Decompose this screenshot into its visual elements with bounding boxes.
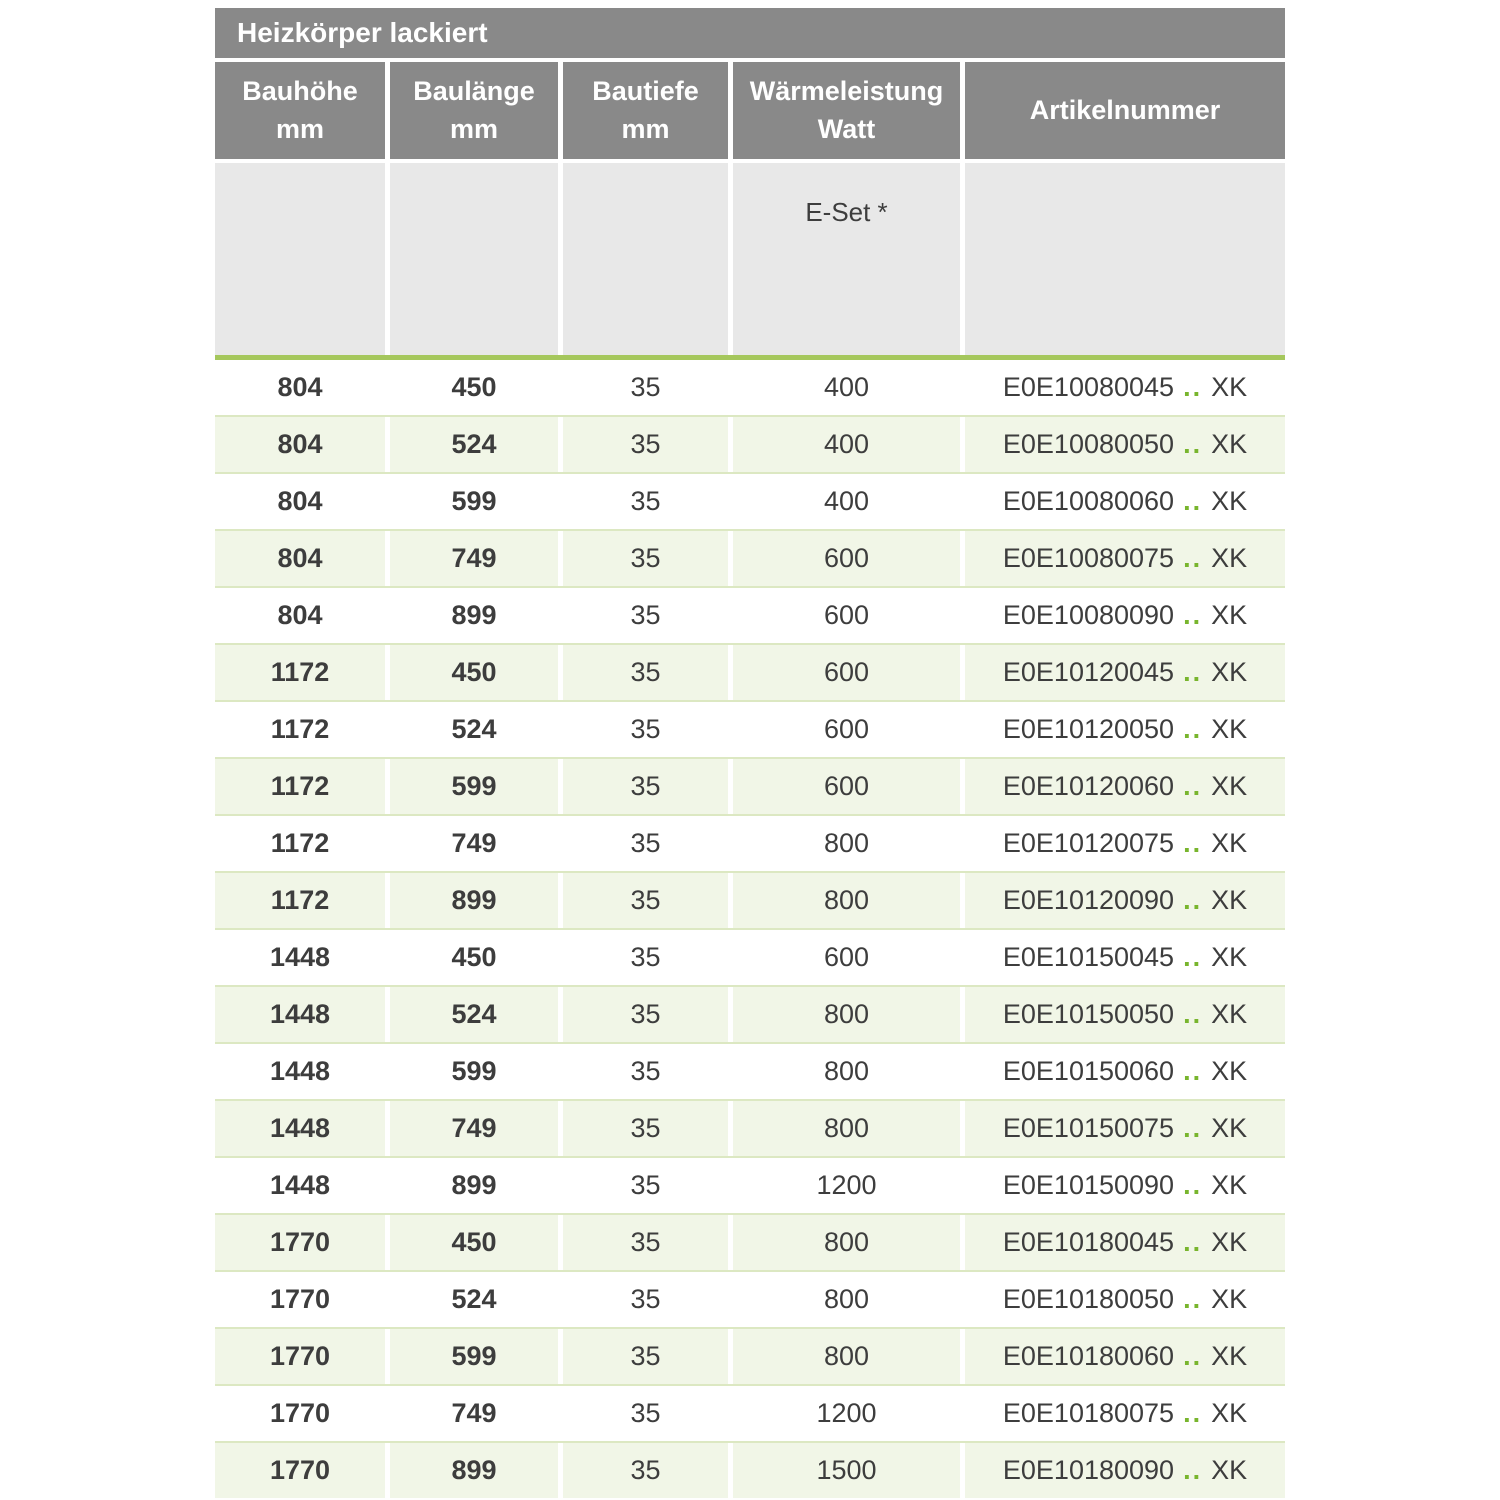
artikelnummer [1003,1056,1247,1087]
artikel-suffix: XK [1211,771,1248,801]
table-row [215,586,1285,643]
artikel-dots: .. [1183,714,1203,744]
artikelnummer [1003,828,1247,859]
cell-bautiefe: 35 [563,759,728,814]
cell-bauhoehe: 1448 [215,1158,385,1213]
cell-bauhoehe: 1770 [215,1443,385,1498]
cell-bautiefe: 35 [563,474,728,529]
cell-baulaenge: 899 [390,588,558,643]
cell-baulaenge: 749 [390,1101,558,1156]
cell-bautiefe: 35 [563,588,728,643]
artikel-suffix: XK [1211,1056,1248,1086]
cell-watt: 1200 [733,1386,960,1441]
artikel-suffix: XK [1211,1170,1248,1200]
cell-bauhoehe: 804 [215,360,385,415]
cell-bauhoehe: 1448 [215,1044,385,1099]
cell-bauhoehe: 1448 [215,930,385,985]
artikel-suffix: XK [1211,486,1248,516]
table-row [215,757,1285,814]
artikel-dots: .. [1183,1227,1203,1257]
artikel-prefix: E0E10080060 [1002,486,1175,516]
table-row [215,1099,1285,1156]
cell-artikelnummer [965,645,1285,700]
column-header-baulaenge [390,62,558,159]
cell-bautiefe: 35 [563,1158,728,1213]
eset-label: E-Set * [805,197,888,227]
column-header-bauhoehe [215,62,385,159]
cell-watt: 600 [733,645,960,700]
cell-baulaenge: 749 [390,531,558,586]
cell-watt: 1500 [733,1443,960,1498]
cell-baulaenge: 524 [390,702,558,757]
cell-bautiefe: 35 [563,873,728,928]
artikel-suffix: XK [1211,999,1248,1029]
cell-artikelnummer [965,816,1285,871]
cell-baulaenge: 749 [390,816,558,871]
cell-watt: 800 [733,816,960,871]
cell-watt: 800 [733,1329,960,1384]
cell-watt: 600 [733,759,960,814]
cell-baulaenge: 450 [390,930,558,985]
cell-bauhoehe: 1770 [215,1386,385,1441]
artikel-prefix: E0E10180075 [1002,1398,1175,1428]
artikel-prefix: E0E10080090 [1002,600,1175,630]
table-row [215,415,1285,472]
artikel-dots: .. [1183,942,1203,972]
artikel-dots: .. [1183,1398,1203,1428]
cell-bautiefe: 35 [563,1101,728,1156]
column-header-artikelnummer [965,62,1285,159]
cell-bautiefe: 35 [563,1329,728,1384]
cell-watt: 800 [733,873,960,928]
artikel-prefix: E0E10120050 [1002,714,1175,744]
artikel-dots: .. [1183,429,1203,459]
table-title: Heizkörper lackiert [237,17,488,48]
cell-baulaenge: 599 [390,474,558,529]
cell-bauhoehe: 1172 [215,873,385,928]
column-header-unit: Watt [817,113,876,144]
artikel-suffix: XK [1211,942,1248,972]
artikel-suffix: XK [1211,1398,1248,1428]
cell-baulaenge: 899 [390,1443,558,1498]
artikel-dots: .. [1183,1170,1203,1200]
cell-artikelnummer [965,873,1285,928]
cell-artikelnummer [965,1272,1285,1327]
artikel-dots: .. [1183,1284,1203,1314]
subheader-cell-artikelnummer [965,163,1285,355]
artikel-prefix: E0E10150060 [1002,1056,1175,1086]
artikelnummer [1003,600,1247,631]
cell-baulaenge: 599 [390,1044,558,1099]
artikel-prefix: E0E10150075 [1002,1113,1175,1143]
artikel-suffix: XK [1211,1341,1248,1371]
cell-watt: 600 [733,588,960,643]
artikel-prefix: E0E10080075 [1002,543,1175,573]
artikel-suffix: XK [1211,600,1248,630]
column-header-unit: mm [275,113,324,144]
cell-bautiefe: 35 [563,417,728,472]
cell-bauhoehe: 804 [215,417,385,472]
column-header-label: Baulänge [413,75,535,106]
cell-baulaenge: 524 [390,417,558,472]
cell-bauhoehe: 804 [215,531,385,586]
column-header-bautiefe [563,62,728,159]
artikel-prefix: E0E10080045 [1002,372,1175,402]
cell-bauhoehe: 1770 [215,1329,385,1384]
cell-artikelnummer [965,1329,1285,1384]
cell-artikelnummer [965,1443,1285,1498]
artikelnummer [1003,1398,1247,1429]
cell-baulaenge: 599 [390,759,558,814]
subheader-row [215,163,1285,355]
cell-bauhoehe: 1172 [215,645,385,700]
table-row [215,928,1285,985]
table-title-bar [215,8,1285,58]
cell-watt: 400 [733,417,960,472]
artikelnummer [1003,1227,1247,1258]
cell-bautiefe: 35 [563,702,728,757]
cell-bautiefe: 35 [563,987,728,1042]
cell-artikelnummer [965,1386,1285,1441]
artikel-prefix: E0E10180090 [1002,1455,1175,1485]
cell-artikelnummer [965,1215,1285,1270]
artikel-dots: .. [1183,999,1203,1029]
cell-bautiefe: 35 [563,816,728,871]
cell-baulaenge: 450 [390,360,558,415]
cell-watt: 600 [733,930,960,985]
artikel-suffix: XK [1211,1455,1248,1485]
artikel-dots: .. [1183,771,1203,801]
cell-artikelnummer [965,588,1285,643]
artikelnummer [1003,1341,1247,1372]
artikelnummer [1003,885,1247,916]
column-header-label: Bauhöhe [242,75,358,106]
cell-artikelnummer [965,360,1285,415]
table-row [215,1156,1285,1213]
column-header-unit: mm [621,113,670,144]
artikel-prefix: E0E10120045 [1002,657,1175,687]
cell-baulaenge: 899 [390,1158,558,1213]
cell-bautiefe: 35 [563,1443,728,1498]
cell-artikelnummer [965,1044,1285,1099]
artikelnummer [1003,999,1247,1030]
cell-artikelnummer [965,531,1285,586]
cell-watt: 1200 [733,1158,960,1213]
artikel-prefix: E0E10180060 [1002,1341,1175,1371]
cell-artikelnummer [965,1158,1285,1213]
artikel-dots: .. [1183,1056,1203,1086]
subheader-cell-bautiefe [563,163,728,355]
cell-artikelnummer [965,702,1285,757]
cell-bauhoehe: 1770 [215,1272,385,1327]
artikelnummer [1003,657,1247,688]
artikelnummer [1003,429,1247,460]
artikelnummer [1003,543,1247,574]
column-header-label: Wärmeleistung [749,75,944,106]
product-table [215,8,1285,1498]
cell-artikelnummer [965,930,1285,985]
artikel-dots: .. [1183,1113,1203,1143]
cell-bautiefe: 35 [563,360,728,415]
table-row [215,1441,1285,1498]
cell-watt: 400 [733,474,960,529]
artikel-suffix: XK [1211,1284,1248,1314]
table-row [215,985,1285,1042]
artikelnummer [1003,372,1247,403]
artikelnummer [1003,771,1247,802]
artikelnummer [1003,1284,1247,1315]
cell-bauhoehe: 1448 [215,1101,385,1156]
cell-baulaenge: 599 [390,1329,558,1384]
cell-bautiefe: 35 [563,531,728,586]
cell-bautiefe: 35 [563,1215,728,1270]
cell-watt: 800 [733,987,960,1042]
cell-baulaenge: 450 [390,1215,558,1270]
cell-baulaenge: 524 [390,987,558,1042]
subheader-cell-bauhoehe [215,163,385,355]
subheader-cell-waermeleistung [733,163,960,355]
artikel-prefix: E0E10120090 [1002,885,1175,915]
column-header-unit: mm [449,113,498,144]
cell-watt: 400 [733,360,960,415]
artikelnummer [1003,1170,1247,1201]
cell-artikelnummer [965,759,1285,814]
table-row [215,529,1285,586]
cell-watt: 600 [733,702,960,757]
cell-bauhoehe: 804 [215,588,385,643]
artikel-suffix: XK [1211,657,1248,687]
cell-bauhoehe: 1448 [215,987,385,1042]
cell-bauhoehe: 1172 [215,816,385,871]
cell-baulaenge: 899 [390,873,558,928]
cell-watt: 800 [733,1101,960,1156]
artikel-prefix: E0E10180045 [1002,1227,1175,1257]
artikel-prefix: E0E10180050 [1002,1284,1175,1314]
cell-bauhoehe: 1770 [215,1215,385,1270]
cell-baulaenge: 450 [390,645,558,700]
cell-bautiefe: 35 [563,645,728,700]
artikel-suffix: XK [1211,1113,1248,1143]
artikelnummer [1003,1455,1247,1486]
table-row [215,700,1285,757]
cell-artikelnummer [965,1101,1285,1156]
artikel-dots: .. [1183,828,1203,858]
table-body [215,360,1285,1498]
cell-baulaenge: 524 [390,1272,558,1327]
artikelnummer [1003,714,1247,745]
column-header-label: Bautiefe [592,75,699,106]
artikelnummer [1003,1113,1247,1144]
artikel-suffix: XK [1211,372,1248,402]
artikel-dots: .. [1183,657,1203,687]
cell-watt: 800 [733,1044,960,1099]
cell-bautiefe: 35 [563,1386,728,1441]
table-row [215,1384,1285,1441]
cell-artikelnummer [965,474,1285,529]
artikelnummer [1003,942,1247,973]
cell-watt: 800 [733,1272,960,1327]
artikel-suffix: XK [1211,828,1248,858]
artikel-dots: .. [1183,885,1203,915]
artikel-dots: .. [1183,372,1203,402]
cell-bauhoehe: 1172 [215,702,385,757]
artikel-prefix: E0E10150050 [1002,999,1175,1029]
artikel-suffix: XK [1211,714,1248,744]
cell-bautiefe: 35 [563,1272,728,1327]
artikel-dots: .. [1183,543,1203,573]
cell-watt: 600 [733,531,960,586]
artikel-prefix: E0E10150090 [1002,1170,1175,1200]
artikel-prefix: E0E10150045 [1002,942,1175,972]
table-row [215,1270,1285,1327]
subheader-cell-baulaenge [390,163,558,355]
table-row [215,1327,1285,1384]
artikel-dots: .. [1183,600,1203,630]
cell-artikelnummer [965,417,1285,472]
artikelnummer [1003,486,1247,517]
table-row [215,871,1285,928]
artikel-dots: .. [1183,486,1203,516]
artikel-prefix: E0E10080050 [1002,429,1175,459]
artikel-dots: .. [1183,1341,1203,1371]
cell-watt: 800 [733,1215,960,1270]
table-row [215,814,1285,871]
cell-bautiefe: 35 [563,930,728,985]
column-header-waermeleistung [733,62,960,159]
artikel-suffix: XK [1211,885,1248,915]
cell-baulaenge: 749 [390,1386,558,1441]
cell-bautiefe: 35 [563,1044,728,1099]
artikel-suffix: XK [1211,429,1248,459]
cell-bauhoehe: 804 [215,474,385,529]
artikel-prefix: E0E10120060 [1002,771,1175,801]
artikel-dots: .. [1183,1455,1203,1485]
table-row [215,360,1285,415]
table-row [215,472,1285,529]
table-row [215,1213,1285,1270]
column-header-row [215,62,1285,159]
column-header-label: Artikelnummer [1029,94,1221,125]
artikel-prefix: E0E10120075 [1002,828,1175,858]
artikel-suffix: XK [1211,1227,1248,1257]
cell-bauhoehe: 1172 [215,759,385,814]
table-row [215,1042,1285,1099]
artikel-suffix: XK [1211,543,1248,573]
table-row [215,643,1285,700]
cell-artikelnummer [965,987,1285,1042]
